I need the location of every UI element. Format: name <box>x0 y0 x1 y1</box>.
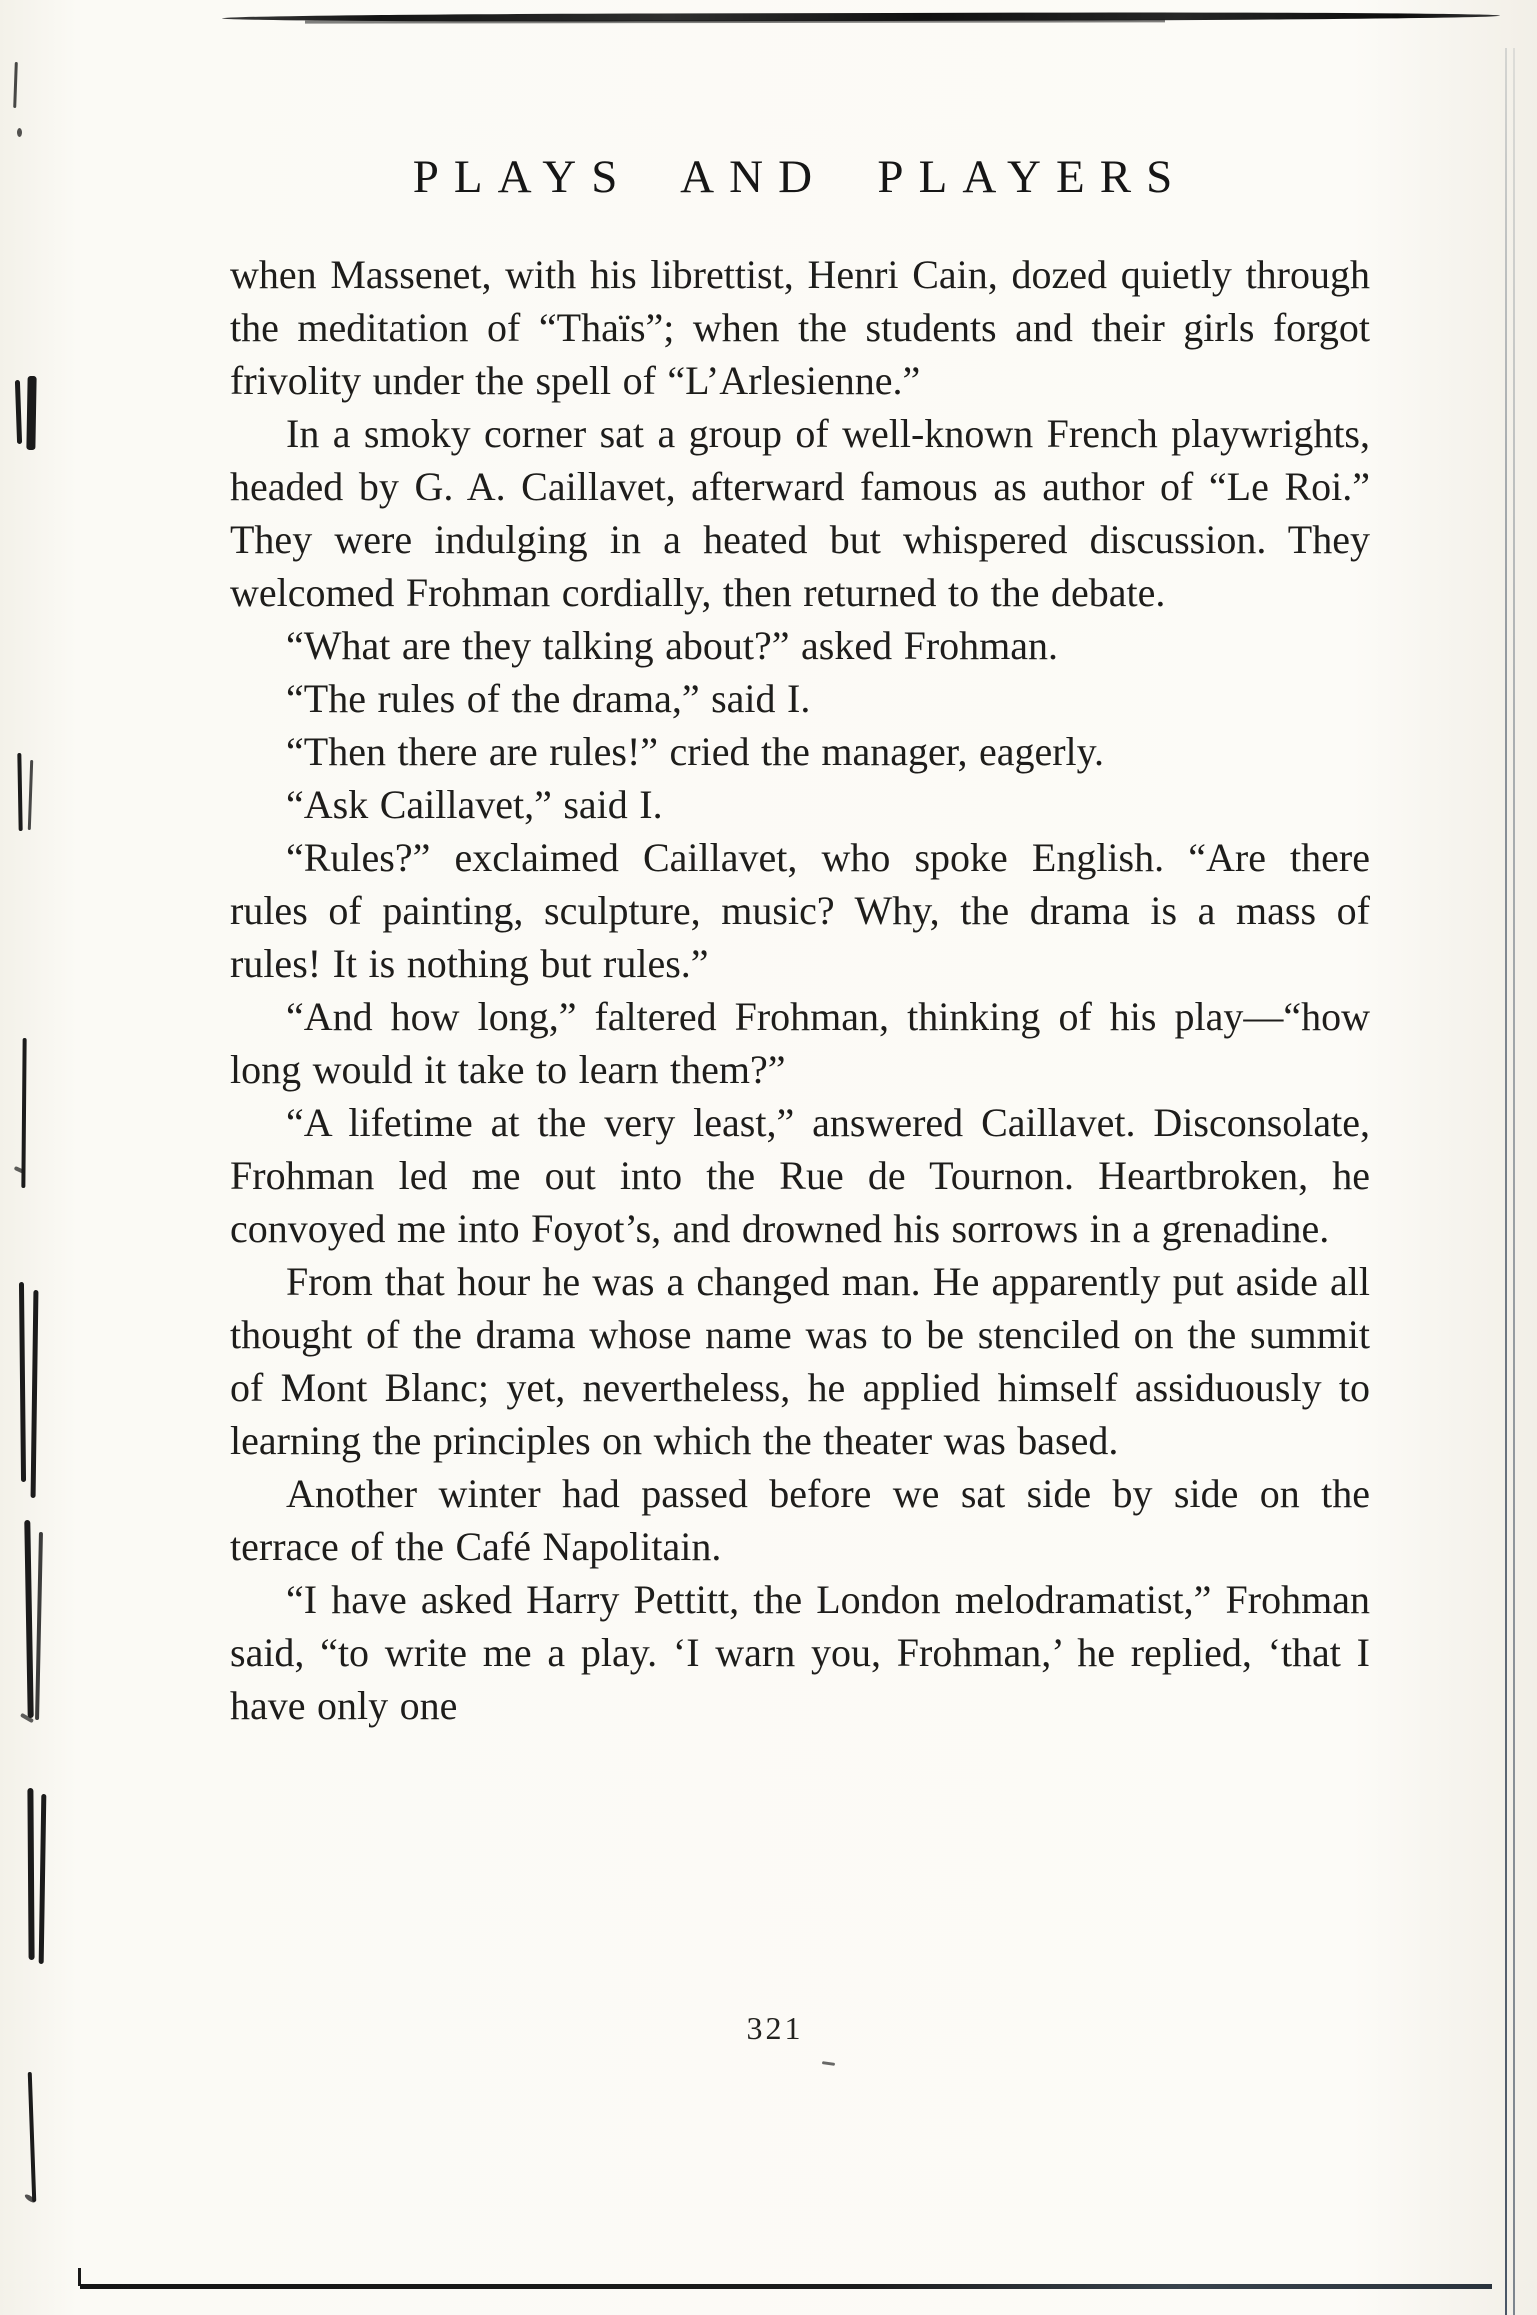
ink-smudge <box>17 753 22 831</box>
scan-top-edge-line-shadow <box>305 19 1165 23</box>
ink-smudge <box>21 1038 26 1188</box>
ink-smudge <box>39 1794 47 1964</box>
page-edge-line <box>1513 48 1515 2315</box>
ink-smudge <box>15 380 22 444</box>
paragraph: “Then there are rules!” cried the manager, eagerly. <box>286 729 1105 774</box>
paragraph: “Rules?” exclaimed Caillavet, who spoke English. “Are there rules of painting, sculpture, music? Why, the drama is a mass of rules! It is nothing but rules.” <box>230 835 1370 986</box>
ink-smudge <box>26 376 36 450</box>
ink-smudge <box>31 1290 39 1498</box>
ink-smudge <box>24 1520 33 1718</box>
ink-smudge <box>13 62 18 108</box>
paragraph: Another winter had passed before we sat side by side on the terrace of the Café Napolitain. <box>230 1471 1370 1569</box>
ink-smudge <box>28 2072 37 2202</box>
page-edge-line <box>1505 48 1507 2315</box>
paragraph: “I have asked Harry Pettitt, the London melodramatist,” Frohman said, “to write me a play. ‘I warn you, Frohman,’ he replied, ‘that I have only one <box>230 1577 1370 1728</box>
paragraph: “What are they talking about?” asked Frohman. <box>286 623 1059 668</box>
ink-smudge <box>19 1282 26 1482</box>
paragraph: “The rules of the drama,” said I. <box>286 676 811 721</box>
page-number: 321 <box>746 2010 804 2046</box>
ink-smudge <box>822 2061 835 2066</box>
page-body-text <box>230 248 1370 1732</box>
scan-bottom-edge-line <box>80 2284 1492 2289</box>
paragraph: “And how long,” faltered Frohman, thinking of his play—“how long would it take to learn them?” <box>230 994 1370 1092</box>
running-head-title: PLAYS AND PLAYERS <box>412 151 1188 203</box>
paragraph: From that hour he was a changed man. He apparently put aside all thought of the drama whose name was to be stenciled on the summit of Mont Blanc; yet, nevertheless, he applied himself assiduously to learning the principles on which the theater was based. <box>230 1259 1370 1463</box>
paragraph: “A lifetime at the very least,” answered Caillavet. Disconsolate, Frohman led me out into the Rue de Tournon. Heartbroken, he convoyed me into Foyot’s, and drowned his sorrows in a grenadine. <box>230 1100 1370 1251</box>
paragraph: In a smoky corner sat a group of well-known French playwrights, headed by G. A. Caillavet, afterward famous as author of “Le Roi.” They were indulging in a heated but whispered discussion. They welcomed Frohman cordially, then returned to the debate. <box>230 411 1370 615</box>
ink-smudge <box>27 1788 34 1960</box>
ink-smudge <box>17 128 22 137</box>
paragraph: “Ask Caillavet,” said I. <box>286 782 663 827</box>
ink-smudge <box>28 760 33 830</box>
paragraph: when Massenet, with his librettist, Henri Cain, dozed quietly through the meditation of “Thaïs”; when the students and their girls forgot frivolity under the spell of “L’Arlesienne.” <box>230 252 1370 403</box>
ink-smudge <box>35 1532 43 1720</box>
